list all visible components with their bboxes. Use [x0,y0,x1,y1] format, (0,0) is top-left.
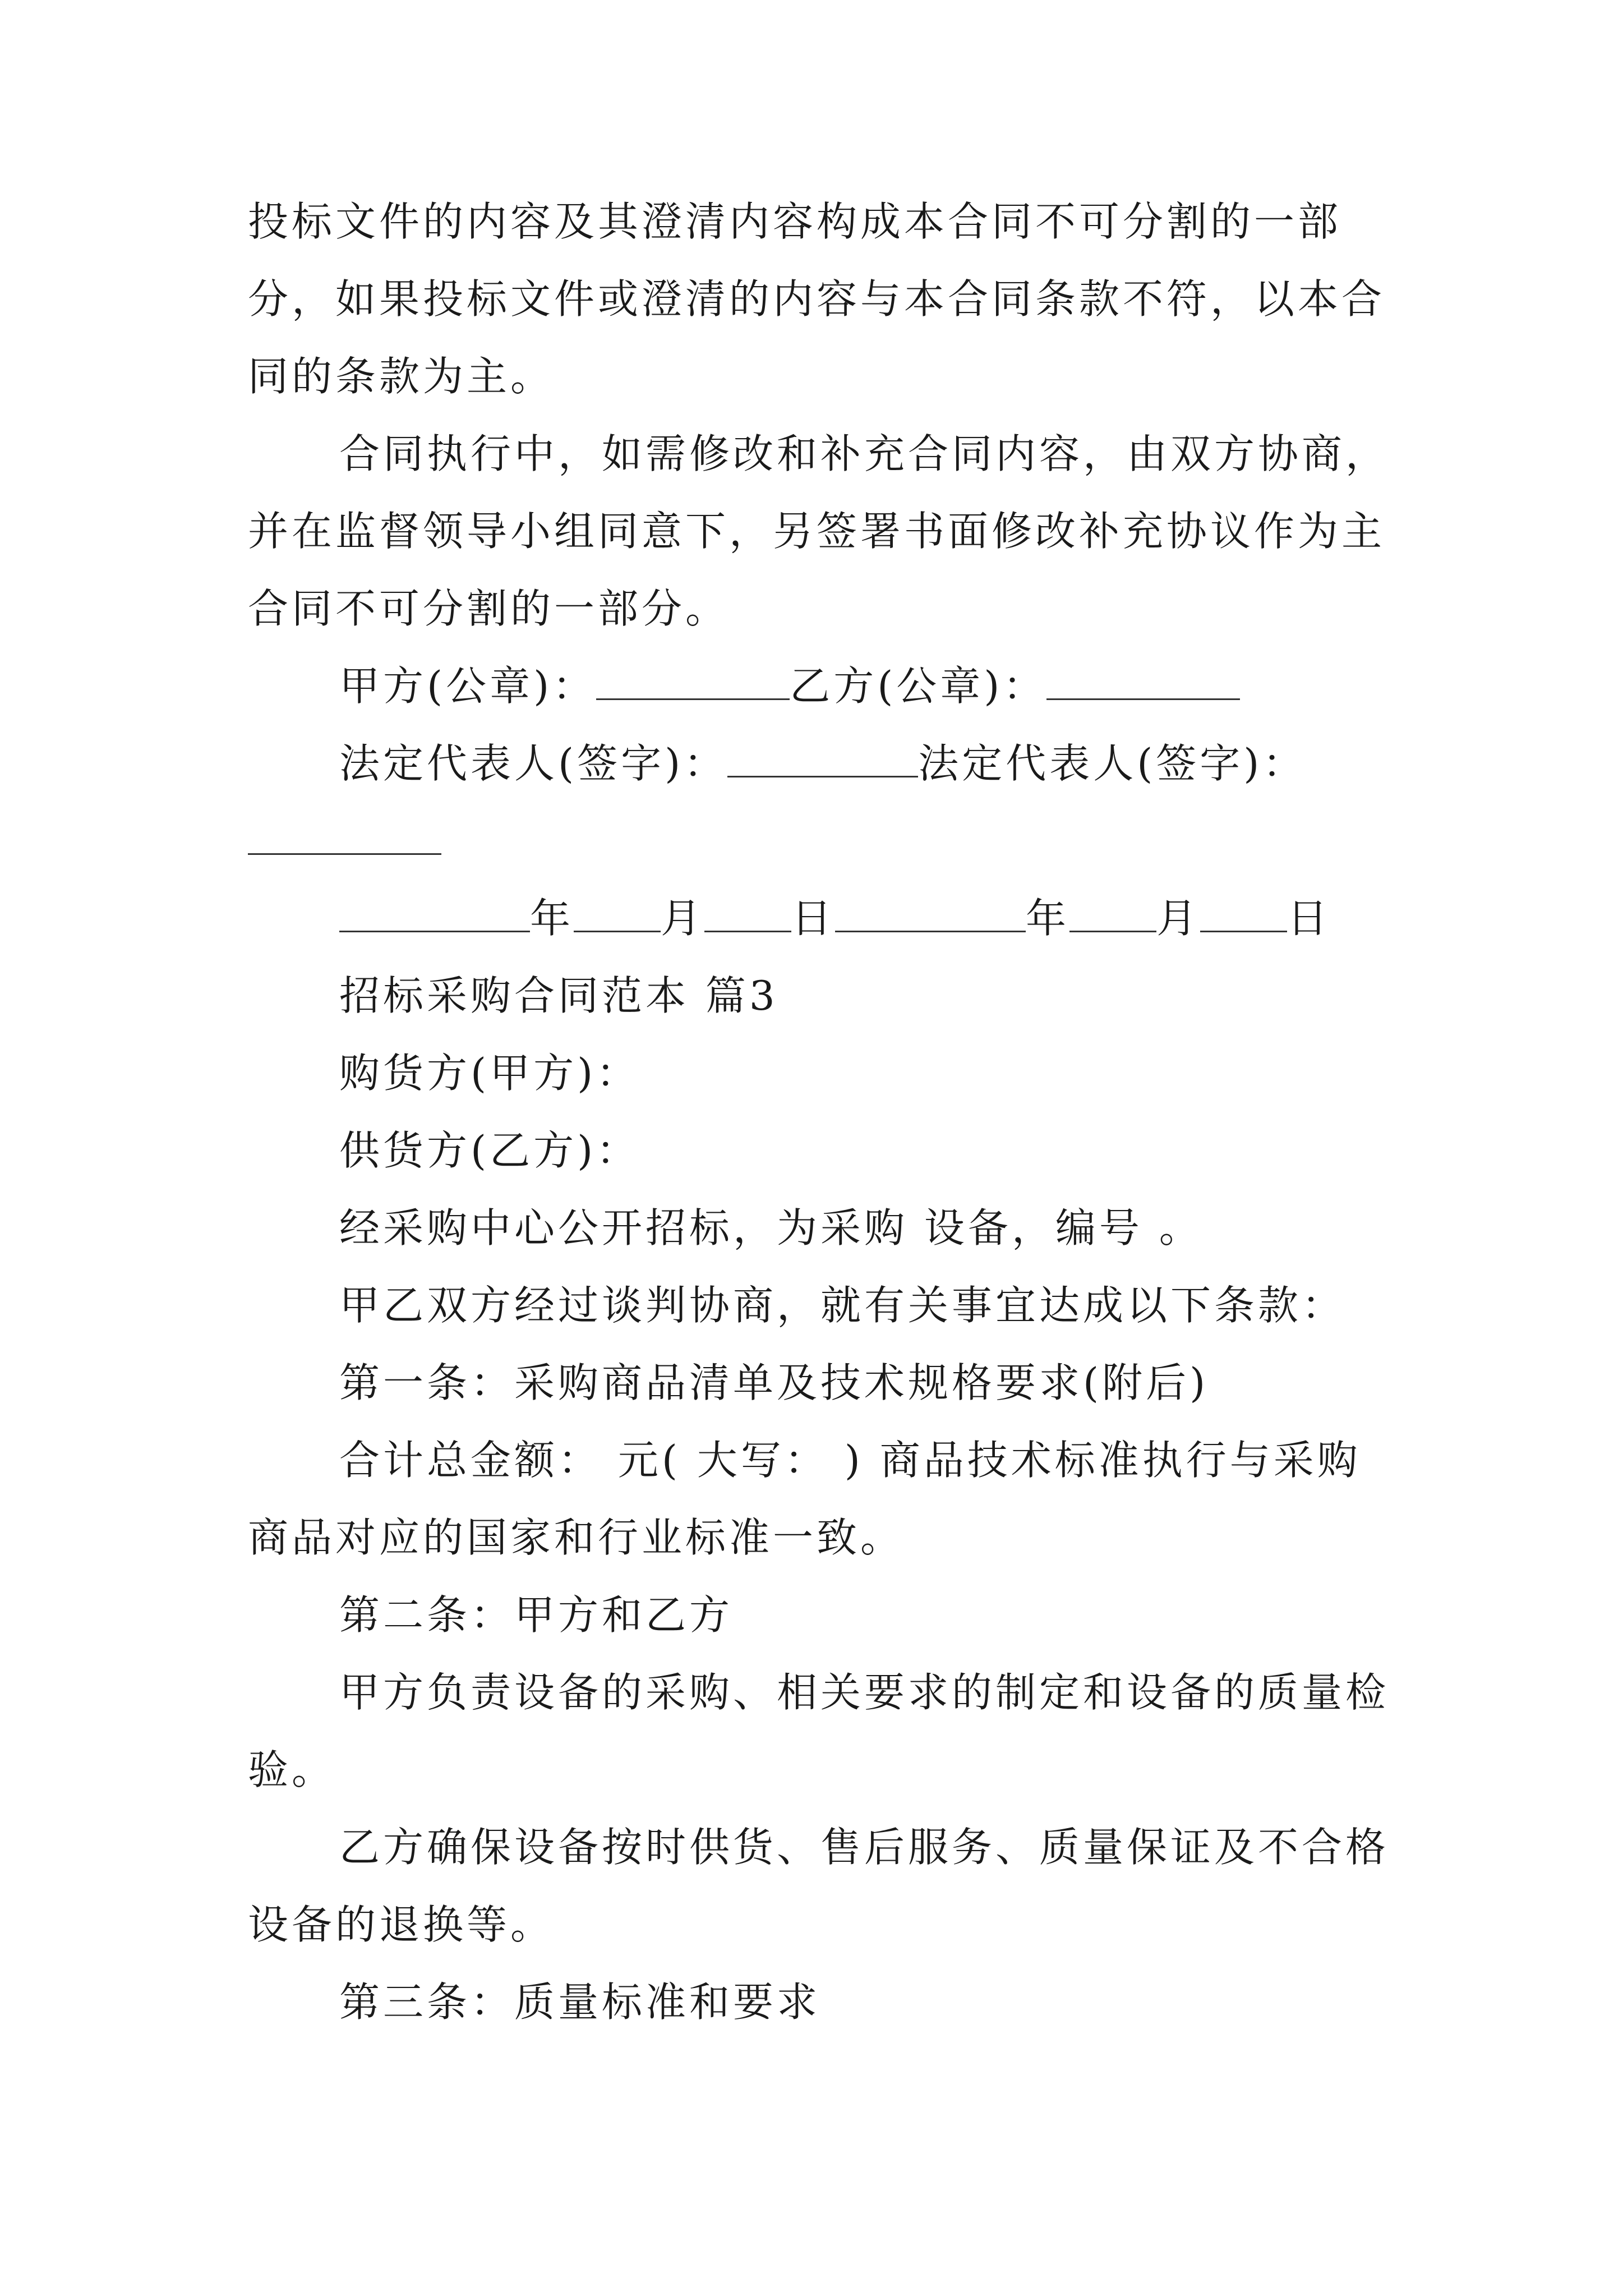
month-a-label: 月 [661,895,705,942]
party-a-seal-blank [596,659,790,700]
month-b-blank [1069,891,1156,932]
seal-line [339,658,1240,714]
rep-a-blank [727,737,918,777]
year-a-blank [339,891,530,932]
paragraph-line: 同的条款为主。 [248,353,555,400]
paragraph-line: 分，如果投标文件或澄清的内容与本合同条款不符，以本合 [248,275,1386,323]
buyer-label: 购货方(甲方)： [339,1050,640,1097]
day-a-blank [704,891,791,932]
year-b-blank [835,891,1026,932]
article-2-party-b-line: 设备的退换等。 [248,1901,555,1948]
paragraph-line: 合同执行中，如需修改和补充合同内容，由双方协商， [339,430,1390,477]
paragraph-line: 并在监督领导小组同意下，另签署书面修改补充协议作为主 [248,508,1386,555]
section-heading: 招标采购合同范本 篇3 [339,972,778,1019]
supplier-label: 供货方(乙方)： [339,1127,640,1174]
party-b-seal-label: 乙方(公章)： [790,662,1047,710]
month-a-blank [574,891,661,932]
day-b-blank [1200,891,1287,932]
rep-b-blank-line [248,813,441,869]
article-1-body-line: 商品对应的国家和行业标准一致。 [248,1514,905,1561]
rep-a-label: 法定代表人(签字)： [339,740,728,787]
paragraph-line: 合同不可分割的一部分。 [248,585,730,632]
date-line [339,890,1331,946]
rep-b-label: 法定代表人(签字)： [918,740,1307,787]
party-a-seal-label: 甲方(公章)： [339,662,597,710]
article-2-party-a-line: 验。 [248,1746,336,1793]
representative-line [339,735,1306,792]
article-2-party-b-line: 乙方确保设备按时供货、售后服务、质量保证及不合格 [339,1824,1390,1871]
party-b-seal-blank [1046,659,1240,700]
agreement-text: 甲乙双方经过谈判协商，就有关事宜达成以下条款： [339,1282,1346,1329]
rep-b-blank [248,814,441,855]
day-a-label: 日 [791,895,836,942]
article-1-title: 第一条：采购商品清单及技术规格要求(附后) [339,1359,1209,1406]
intro-text: 经采购中心公开招标，为采购 设备，编号 。 [339,1204,1203,1251]
article-3-title: 第三条：质量标准和要求 [339,1978,821,2026]
month-b-label: 月 [1156,895,1201,942]
day-b-label: 日 [1287,895,1331,942]
article-1-body-line: 合计总金额： 元( 大写： ) 商品技术标准执行与采购 [339,1437,1361,1484]
year-a-label: 年 [530,895,574,942]
article-2-party-a-line: 甲方负责设备的采购、相关要求的制定和设备的质量检 [339,1669,1390,1716]
year-b-label: 年 [1026,895,1070,942]
paragraph-line: 投标文件的内容及其澄清内容构成本合同不可分割的一部 [248,198,1342,245]
article-2-title: 第二条：甲方和乙方 [339,1591,734,1639]
